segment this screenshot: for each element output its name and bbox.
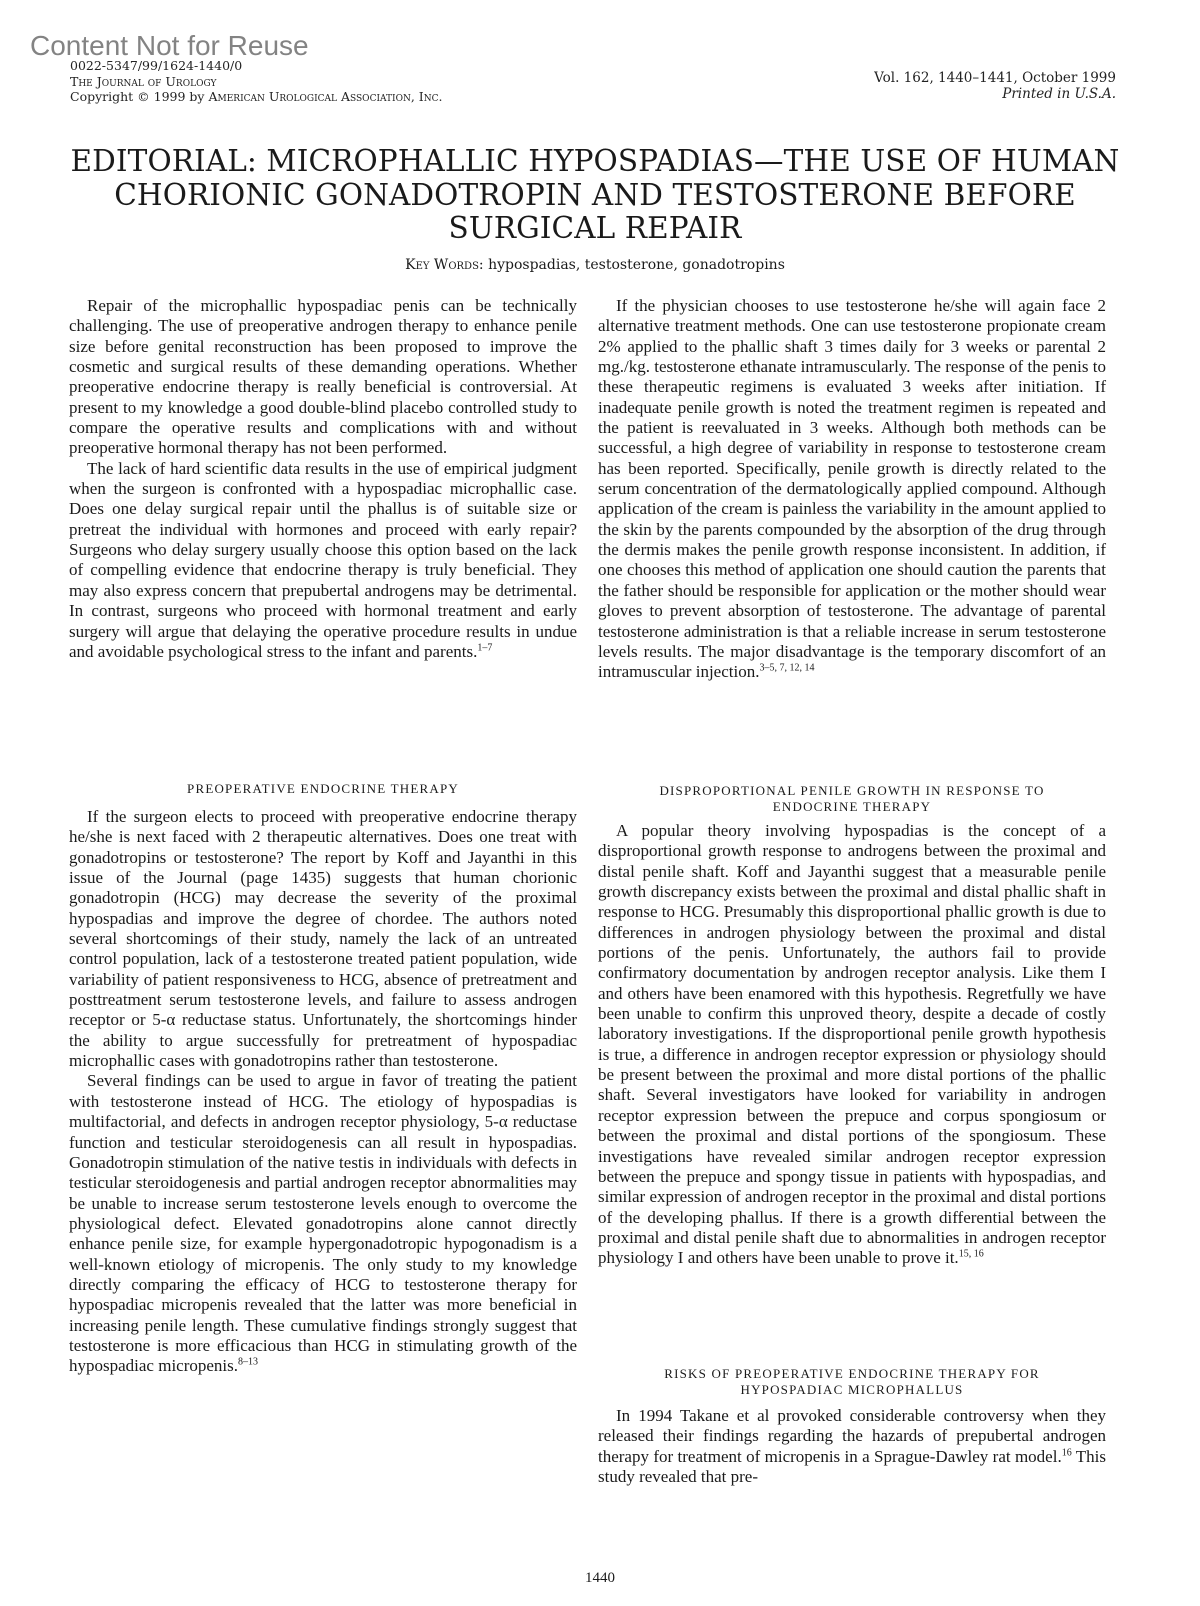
printed-in: Printed in U.S.A. — [1002, 86, 1116, 102]
section-heading-disproportional-line-2: ENDOCRINE THERAPY — [772, 799, 932, 814]
section-heading-preoperative: PREOPERATIVE ENDOCRINE THERAPY — [187, 781, 459, 796]
citation: 3–5, 7, 12, 14 — [759, 662, 815, 674]
citation: 16 — [1061, 1447, 1072, 1459]
paragraph-testosterone-favor-text: Several findings can be used to argue in favor of treating the patient with testosterone instead of HCG. The etiology of hypospadias is multifactorial, and defects in androgen receptor physiology, 5-α reductase function and testicular steroidogenesis can all result in hypospadias. Gonadotropin stimulation of the native testis in individuals with defects in testicular steroidogenesis and partial androgen receptor abnormalities may be unable to increase serum testosterone levels enough to overcome the physiological defect. Elevated gonadotropins alone cannot directly enhance penile size, for example hypergonadotropic hypogonadism is a well-known etiology of micropenis. The only study to my knowledge directly comparing the efficacy of HCG to testosterone therapy for hypospadiac micropenis revealed that the latter was more beneficial in increasing penile length. These cumulative findings strongly suggest that testosterone is more efficacious than HCG in stimulating growth of the hypospadiac micropenis. — [69, 1071, 577, 1376]
journal-header — [70, 58, 442, 105]
watermark: Content Not for Reuse — [30, 30, 309, 61]
copyright-line — [70, 89, 442, 105]
copyright-prefix: Copyright © 1999 by — [70, 89, 209, 104]
section-heading-risks-line-2: HYPOSPADIAC MICROPHALLUS — [740, 1382, 964, 1397]
paragraph-disproportional-growth — [598, 821, 1106, 1269]
journal-name: The Journal of Urology — [70, 73, 217, 89]
right-column-bottom — [598, 1406, 1106, 1487]
keywords-label: Key Words: — [405, 257, 484, 273]
paragraph-disproportional-growth-text: A popular theory involving hypospadias is the concept of a disproportional growth response to androgens between the proximal and distal penile shaft. Koff and Jayanthi suggest that a measurable penile growth discrepancy exists between the proximal and distal phallic shaft in response to HCG. Presumably this disproportional phallic growth is due to differences in androgen physiology between the proximal and distal portions of the penis. Unfortunately, the authors fail to provide confirmatory documentation by androgen receptor analysis. Like them I and others have been enamored with this hypothesis. Regretfully we have been unable to confirm this unproved theory, despite a decade of costly laboratory investigations. If the disproportional penile growth hypothesis is true, a difference in androgen receptor expression or physiology should be present between the proximal and more distal portions of the phallic shaft. Several investigators have looked for variability in androgen receptor expression between the prepuce and corpus spongiosum or between the proximal and distal portions of the spongiosum. These investigations have revealed similar androgen receptor expression between the prepuce and spongy tissue in patients with hypospadias, and similar expression of androgen receptor in the proximal and distal portions of the developing phallus. If there is a growth differential between the proximal and distal penile shaft due to abnormalities in androgen receptor physiology I and others have been unable to prove it. — [598, 821, 1106, 1268]
paragraph-testosterone-favor — [69, 1071, 577, 1376]
paragraph-risks-text: In 1994 Takane et al provoked considerable controversy when they released their findings regarding the hazards of prepubertal androgen therapy for treatment of micropenis in a Sprague-Dawley rat model. — [598, 1406, 1106, 1466]
left-column-bottom — [69, 807, 577, 1377]
title-line-3: SURGICAL REPAIR — [448, 211, 742, 245]
section-heading-disproportional — [598, 783, 1106, 815]
paragraph-hcg: If the surgeon elects to proceed with preoperative endocrine therapy he/she is next faced with 2 therapeutic alternatives. Does one treat with gonadotropins or testosterone? The report by Koff and Jayanthi in this issue of the Journal (page 1435) suggests that human chorionic gonadotropin (HCG) may decrease the severity of the proximal hypospadias and improve the degree of chordee. The authors noted several shortcomings of their study, namely the lack of an untreated control population, lack of a testosterone treated patient population, wide variability of patient responsiveness to HCG, absence of pretreatment and posttreatment serum testosterone levels, and failure to assess androgen receptor or 5-α reductase status. Unfortunately, the shortcomings hinder the ability to argue successfully for pretreatment of hypospadiac microphallic cases with gonadotropins rather than testosterone. — [69, 807, 577, 1071]
keywords-text: hypospadias, testosterone, gonadotropins — [483, 257, 785, 273]
volume-header — [874, 70, 1116, 102]
paragraph-intro: Repair of the microphallic hypospadiac penis can be technically challenging. The use of preoperative androgen therapy to enhance penile size before genital reconstruction has been proposed to improve the cosmetic and surgical results of these demanding operations. Whether preoperative endocrine therapy is really beneficial is controversial. At present to my knowledge a good double-blind placebo controlled study to compare the operative results and complications with and without preoperative hormonal therapy has not been performed. — [69, 296, 577, 458]
right-column-middle — [598, 821, 1106, 1269]
section-heading-risks — [598, 1366, 1106, 1398]
page-number: 1440 — [585, 1570, 615, 1586]
citation: 15, 16 — [958, 1248, 984, 1260]
copyright-org: American Urological Association, Inc. — [208, 89, 443, 104]
paragraph-risks — [598, 1406, 1106, 1487]
citation: 8–13 — [238, 1356, 259, 1368]
title-line-2: CHORIONIC GONADOTROPIN AND TESTOSTERONE BEFORE — [114, 177, 1076, 212]
paragraph-risks-tail: This study revealed that pre- — [598, 1446, 1106, 1487]
paragraph-treatment-methods — [598, 296, 1106, 683]
paragraph-empirical — [69, 459, 577, 662]
left-column-top — [69, 296, 577, 662]
paragraph-empirical-text: The lack of hard scientific data results in the use of empirical judgment when the surgeon is confronted with a hypospadiac microphallic case. Does one delay surgical repair until the phallus is of suitable size or pretreat the individual with hormones and proceed with early repair? Surgeons who delay surgery usually choose this option based on the lack of compelling evidence that endocrine therapy is truly beneficial. They may also express concern that prepubertal androgens may be detrimental. In contrast, surgeons who proceed with hormonal treatment and early surgery will argue that delaying the operative procedure results in undue and avoidable psychological stress to the infant and parents. — [69, 458, 577, 661]
paragraph-treatment-methods-text: If the physician chooses to use testosterone he/she will again face 2 alternative treatment methods. One can use testosterone propionate cream 2% applied to the phallic shaft 3 times daily for 3 weeks or parental 2 mg./kg. testosterone ethanate intramuscularly. The response of the penis to these therapeutic regimens is evaluated 3 weeks after initiation. If inadequate penile growth is noted the treatment regimen is repeated and the patient is reevaluated in 3 weeks. Although both methods can be successful, a high degree of variability in response to testosterone cream has been reported. Specifically, penile growth is directly related to the serum concentration of the dermatologically applied compound. Although application of the cream is painless the variability in the amount applied to the skin by the parents compounded by the absorption of the drug through the dermis makes the penile growth response inconsistent. In addition, if one chooses this method of application one should caution the parents that the father should be responsible for application or the mother should wear gloves to prevent absorption of testosterone. The advantage of parental testosterone administration is that a reliable increase in serum testosterone levels results. The major disadvantage is the temporary discomfort of an intramuscular injection. — [598, 296, 1106, 682]
volume-info: Vol. 162, 1440–1441, October 1999 — [874, 70, 1116, 86]
keywords — [60, 257, 1130, 273]
right-column-top — [598, 296, 1106, 683]
section-heading-risks-line-1: RISKS OF PREOPERATIVE ENDOCRINE THERAPY FOR — [664, 1366, 1040, 1381]
article-title — [60, 145, 1130, 246]
section-heading-disproportional-line-1: DISPROPORTIONAL PENILE GROWTH IN RESPONSE TO — [659, 783, 1045, 798]
title-line-1: EDITORIAL: MICROPHALLIC HYPOSPADIAS—THE USE OF HUMAN — [70, 144, 1120, 178]
citation: 1–7 — [477, 642, 493, 654]
article-code: 0022-5347/99/1624-1440/0 — [70, 58, 243, 73]
